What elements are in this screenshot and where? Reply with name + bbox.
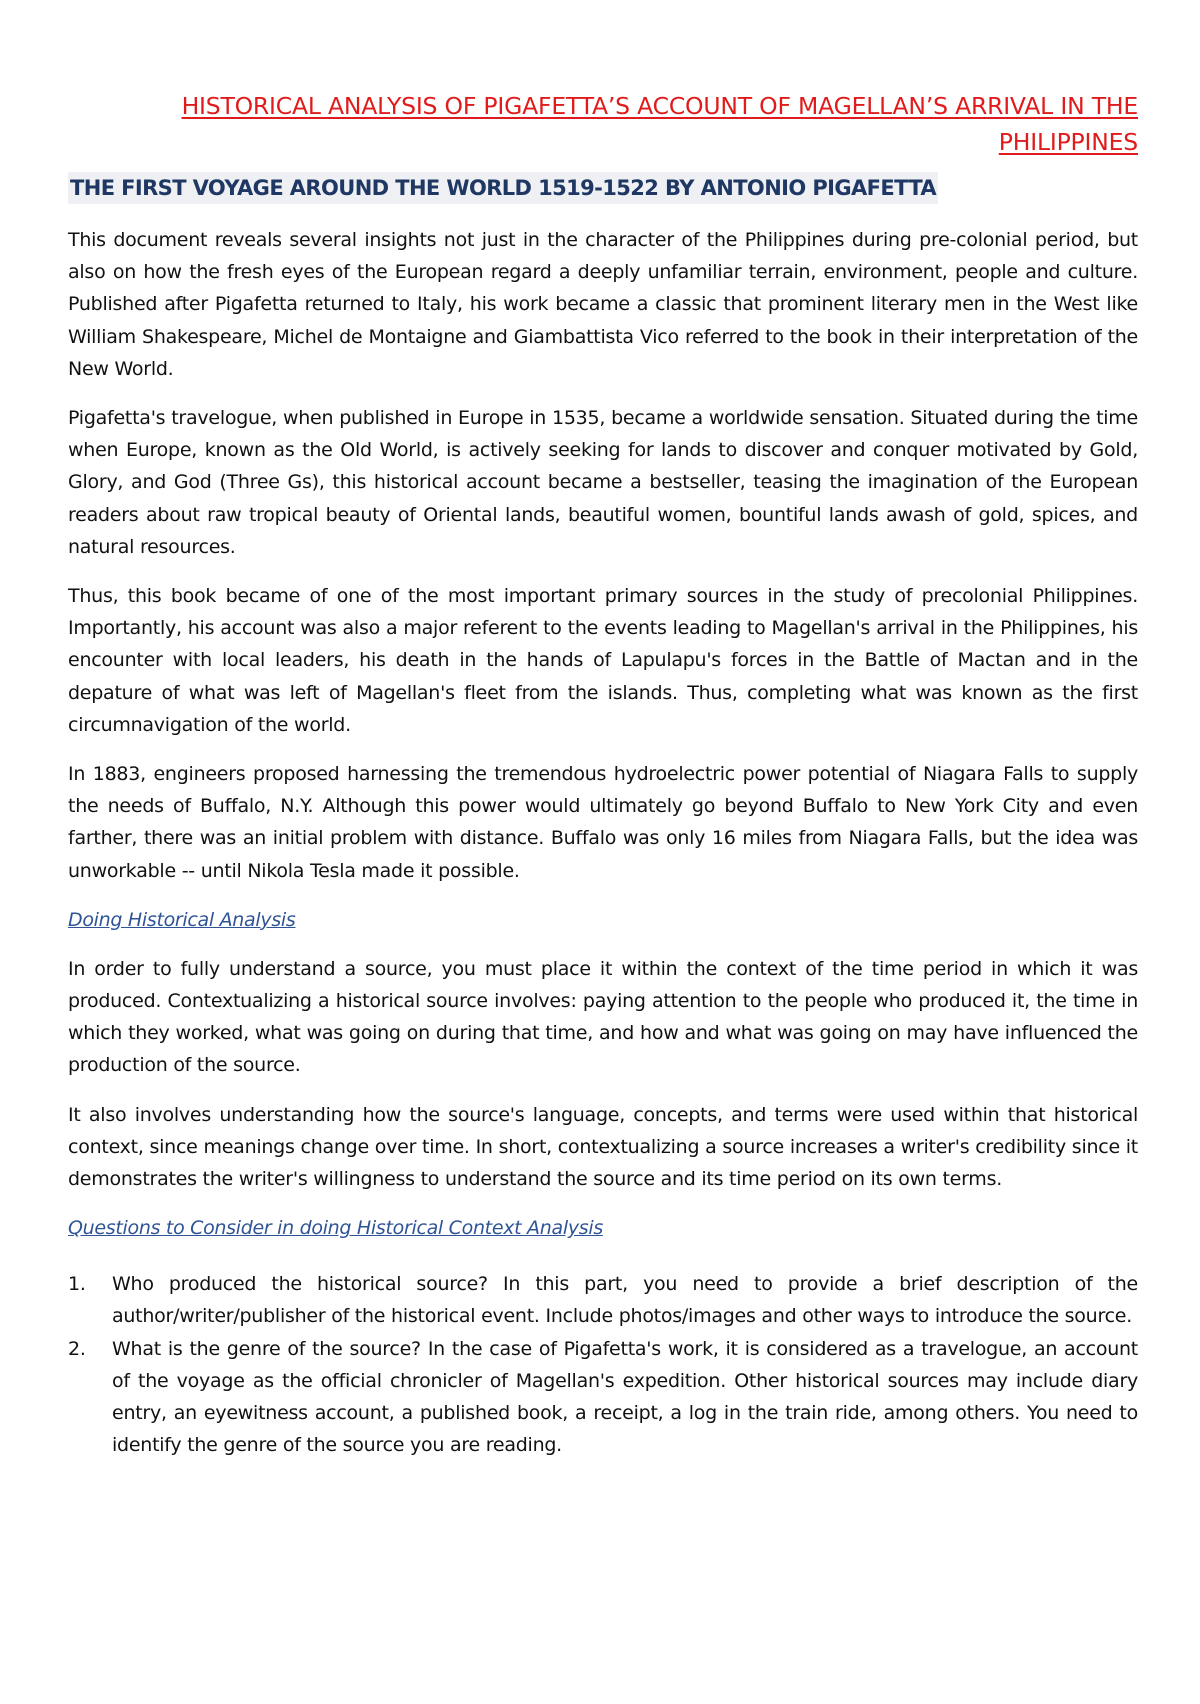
questions-heading[interactable]: Questions to Consider in doing Historical Context Analysis bbox=[68, 1217, 603, 1240]
list-item bbox=[68, 1333, 1138, 1462]
questions-list bbox=[68, 1268, 1138, 1461]
doing-historical-analysis-heading[interactable]: Doing Historical Analysis bbox=[68, 908, 296, 931]
paragraph-primary-source: Thus, this book became of one of the most important primary sources in the study of precolonial Philippines. Importantly, his account was also a major referent to the events leading to Magellan's arrival in the Philippines, his encounter with local leaders, his death in the hands of Lapulapu's forces in the Battle of Mactan and in the depature of what was left of Magellan's fleet from the islands. Thus, completing what was known as the first circumnavigation of the world. bbox=[68, 585, 1138, 736]
list-item-text: Who produced the historical source? In this part, you need to provide a brief description of the author/writer/publisher of the historical event. Include photos/images and other ways to introduce the source. bbox=[112, 1273, 1138, 1328]
paragraph-travelogue: Pigafetta's travelogue, when published in Europe in 1535, became a worldwide sensation. Situated during the time when Europe, known as the Old World, is actively seeking for lands to discover and conquer motivated by Gold, Glory, and God (Three Gs), this historical account became a bestseller, teasing the imagination of the European readers about raw tropical beauty of Oriental lands, beautiful women, bountiful lands awash of gold, spices, and natural resources. bbox=[68, 407, 1138, 558]
paragraph-language: It also involves understanding how the source's language, concepts, and terms were used within that historical context, since meanings change over time. In short, contextualizing a source increases a writer's credibility since it demonstrates the writer's willingness to understand the source and its time period on its own terms. bbox=[68, 1103, 1138, 1191]
list-item-number: 1. bbox=[68, 1273, 86, 1296]
paragraph-intro: This document reveals several insights not just in the character of the Philippines during pre-colonial period, but also on how the fresh eyes of the European regard a deeply unfamiliar terrain, environment, people and culture. Published after Pigafetta returned to Italy, his work became a classic that prominent literary men in the West like William Shakespeare, Michel de Montaigne and Giambattista Vico referred to the book in their interpretation of the New World. bbox=[68, 229, 1138, 380]
list-item bbox=[68, 1268, 1138, 1332]
document-subtitle: THE FIRST VOYAGE AROUND THE WORLD 1519-1522 BY ANTONIO PIGAFETTA bbox=[68, 172, 938, 204]
list-item-text: What is the genre of the source? In the case of Pigafetta's work, it is considered as a travelogue, an account of the voyage as the official chronicler of Magellan's expedition. Other historical sources may include diary entry, an eyewitness account, a published book, a receipt, a log in the train ride, among others. You need to identify the genre of the source you are reading. bbox=[112, 1337, 1138, 1457]
list-item-number: 2. bbox=[68, 1337, 86, 1360]
paragraph-context: In order to fully understand a source, you must place it within the context of the time period in which it was produced. Contextualizing a historical source involves: paying attention to the people who produced it, the time in which they worked, what was going on during that time, and how and what was going on may have influenced the production of the source. bbox=[68, 957, 1138, 1077]
document-title: HISTORICAL ANALYSIS OF PIGAFETTA’S ACCOUNT OF MAGELLAN’S ARRIVAL IN THE PHILIPPINES bbox=[181, 92, 1138, 156]
paragraph-niagara: In 1883, engineers proposed harnessing the tremendous hydroelectric power potential of Niagara Falls to supply the needs of Buffalo, N.Y. Although this power would ultimately go beyond Buffalo to New York City and even farther, there was an initial problem with distance. Buffalo was only 16 miles from Niagara Falls, but the idea was unworkable -- until Nikola Tesla made it possible. bbox=[68, 763, 1138, 882]
